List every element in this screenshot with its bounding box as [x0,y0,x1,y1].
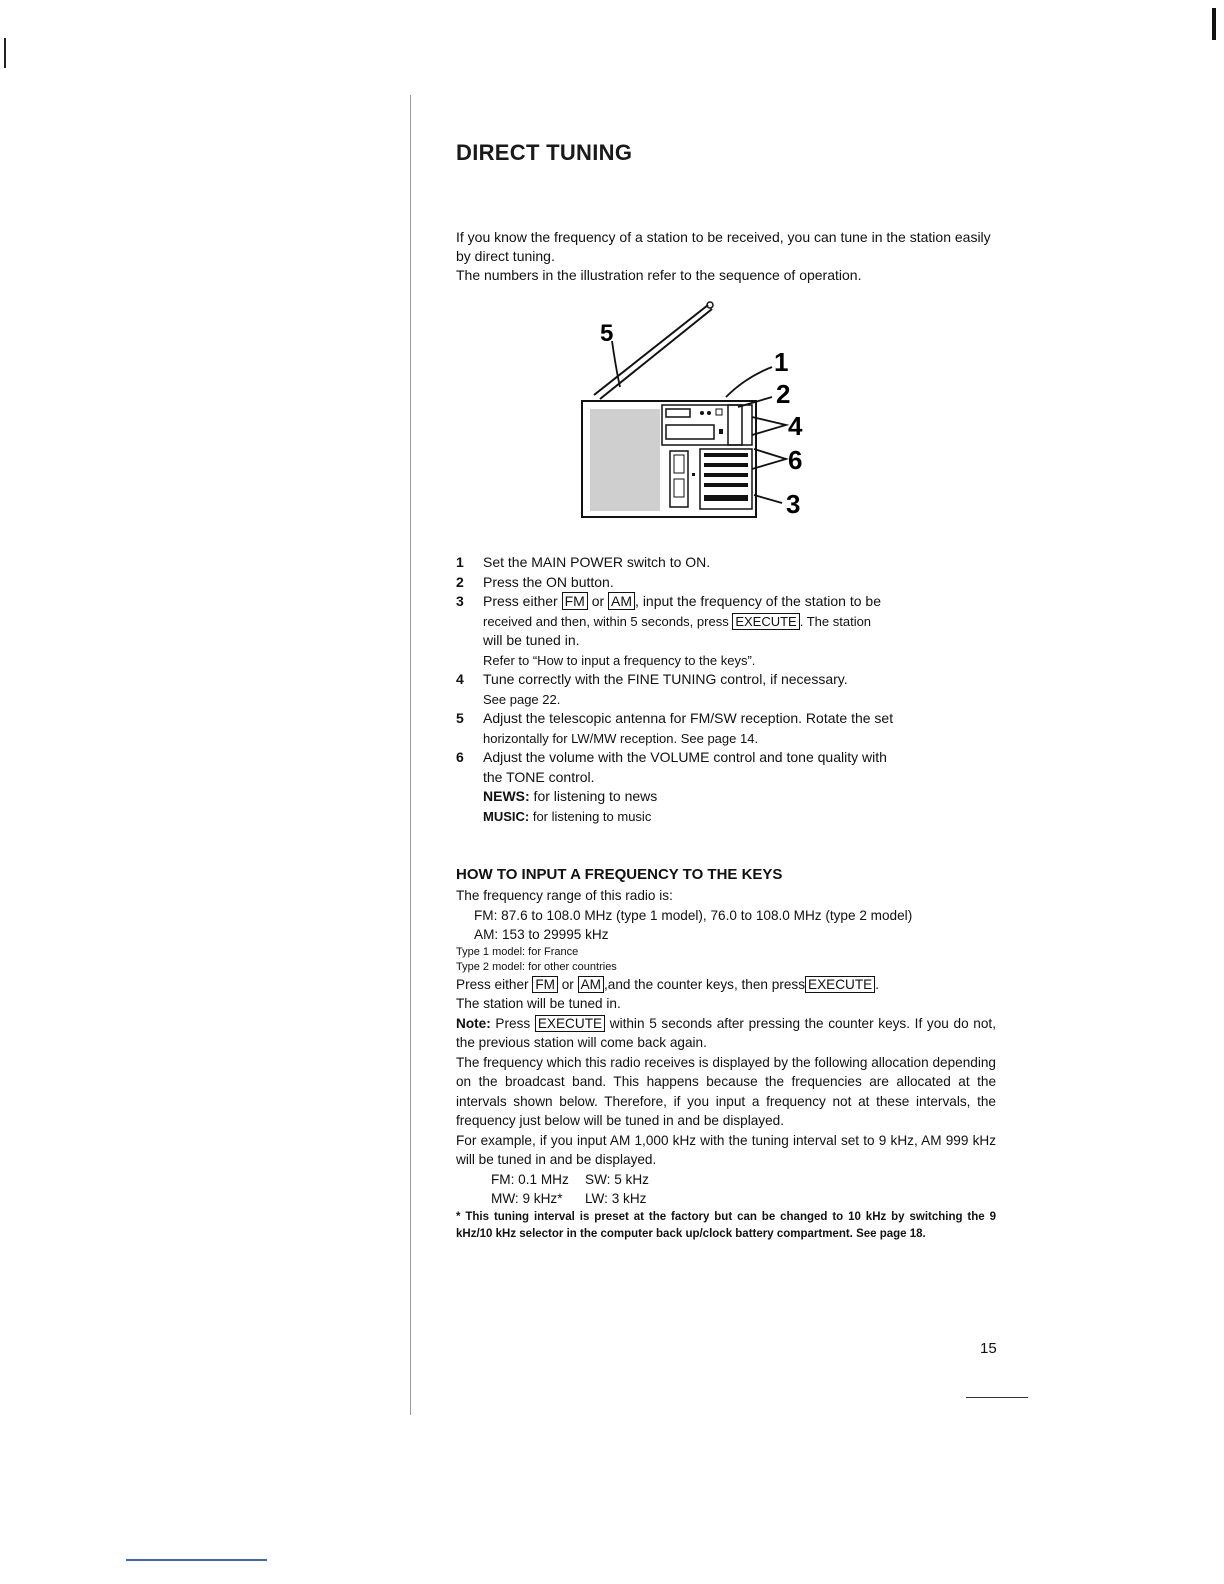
binding-line [410,95,411,1415]
interval-row-2: MW: 9 kHz* LW: 3 kHz [491,1191,647,1206]
callout-2: 2 [776,379,791,409]
execute-key-label: EXECUTE [805,976,875,993]
howto-heading: HOW TO INPUT A FREQUENCY TO THE KEYS [456,866,783,883]
radio-illustration [456,299,996,539]
operation-steps [456,553,996,826]
interval-row-1: FM: 0.1 MHz SW: 5 kHz [491,1171,649,1187]
bottom-rule [966,1397,1028,1398]
fm-range: FM: 87.6 to 108.0 MHz (type 1 model), 76.0 to 108.0 MHz (type 2 model) [474,907,913,923]
blue-underline-rule [126,1559,267,1561]
scan-edge-mark-right [1212,8,1216,40]
step-3: 3 Press either FM or AM , input the frequency of the station to be received and then, within 5 seconds, press EXECUTE . The station will be tuned in. Refer to “How to input a frequency to the keys”. [456,593,881,668]
type2-note: Type 2 model: for other countries [456,960,617,973]
am-key-label: AM [608,592,635,610]
example-paragraph: For example, if you input AM 1,000 kHz with the tuning interval set to 9 kHz, AM 999 kHz will be tuned in and be displayed. [456,1132,996,1167]
radio-body-icon [582,401,756,517]
execute-key-label: EXECUTE [732,613,799,630]
intro-text [456,228,996,285]
footnote: * This tuning interval is preset at the factory but can be changed to 10 kHz by switching the 9 kHz/10 kHz selector in the computer back up/clock battery compartment. See page 18. [456,1210,996,1240]
fm-key-label: FM [532,976,558,993]
page-content [456,140,996,1243]
step-2: 2 Press the ON button. [456,573,614,590]
press-instruction: Press either FM or AM ,and the counter keys, then press EXECUTE . [456,976,880,992]
telescopic-antenna-icon [594,302,713,399]
step-1: 1 Set the MAIN POWER switch to ON. [456,554,711,570]
tuned-in-line: The station will be tuned in. [456,996,621,1011]
callout-1: 1 [774,347,789,377]
callout-4: 4 [788,411,803,441]
callout-5: 5 [600,320,614,347]
intro-line-1: If you know the frequency of a station to be received, you can tune in the station easily by direct tuning. [456,229,991,264]
step-6: 6 Adjust the volume with the VOLUME control and tone quality with the TONE control. NEWS: for listening to news MUSIC: for listening to music [456,749,887,824]
note-paragraph: Note: Press EXECUTE within 5 seconds after pressing the counter keys. If you do not, the previous station will come back again. [456,1015,996,1050]
page-title: DIRECT TUNING [456,140,633,165]
execute-key-label: EXECUTE [535,1015,605,1032]
allocation-paragraph: The frequency which this radio receives is displayed by the following allocation depending on the broadcast band. This happens because the frequencies are allocated at the intervals shown below. Therefore, if you input a frequency not at these intervals, the frequency just below will be tuned in and be displayed. [456,1054,996,1128]
page-number: 15 [980,1340,997,1357]
step-4: 4 Tune correctly with the FINE TUNING control, if necessary. See page 22. [456,671,848,707]
range-intro: The frequency range of this radio is: [456,888,673,903]
callout-6: 6 [788,445,803,475]
radio-diagram [576,299,836,539]
type1-note: Type 1 model: for France [456,945,579,958]
intro-line-2: The numbers in the illustration refer to the sequence of operation. [456,267,862,283]
callout-3: 3 [786,489,801,519]
howto-section [456,886,996,1243]
fm-key-label: FM [562,592,588,610]
am-key-label: AM [578,976,604,993]
am-range: AM: 153 to 29995 kHz [474,927,609,942]
scan-edge-mark-left [4,38,6,68]
step-5: 5 Adjust the telescopic antenna for FM/SW reception. Rotate the set horizontally for LW/MW reception. See page 14. [456,710,894,746]
